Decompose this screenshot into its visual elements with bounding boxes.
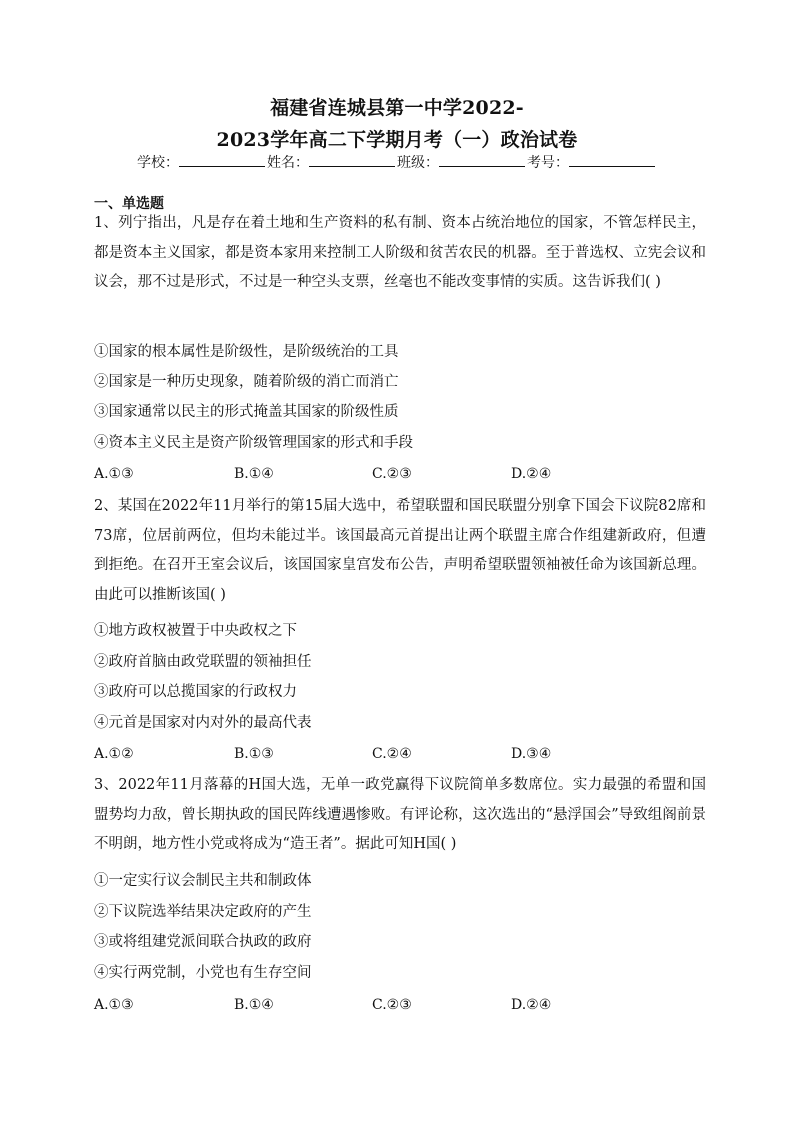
question-2-option-3: ③政府可以总揽国家的行政权力 — [94, 684, 297, 700]
question-3-option-2: ②下议院选举结果决定政府的产生 — [94, 904, 312, 920]
question-3-choice-b: B.①④ — [234, 997, 274, 1013]
exam-title-line2: 2023学年高二下学期月考（一）政治试卷 — [216, 129, 578, 151]
question-1-choice-a: A.①③ — [94, 466, 134, 482]
question-1-choice-c: C.②③ — [372, 466, 412, 482]
question-2-choice-b: B.①③ — [234, 746, 274, 762]
student-info-row — [0, 152, 794, 174]
question-3-option-4: ④实行两党制，小党也有生存空间 — [94, 965, 312, 981]
question-1-option-1: ①国家的根本属性是阶级性，是阶级统治的工具 — [94, 344, 399, 360]
question-1-option-3: ③国家通常以民主的形式掩盖其国家的阶级性质 — [94, 404, 399, 420]
question-3-option-3: ③或将组建党派间联合执政的政府 — [94, 934, 312, 950]
class-blank — [439, 152, 525, 167]
question-1-option-2: ②国家是一种历史现象，随着阶级的消亡而消亡 — [94, 374, 399, 390]
class-label: 班级： — [397, 155, 439, 171]
question-3-choice-a: A.①③ — [94, 997, 134, 1013]
name-blank — [309, 152, 395, 167]
school-label: 学校： — [137, 155, 179, 171]
question-1-choice-d: D.②④ — [511, 466, 552, 482]
question-2-option-2: ②政府首脑由政党联盟的领袖担任 — [94, 654, 312, 670]
question-3-stem: 3、2022年11月落幕的H国大选，无单一政党赢得下议院简单多数席位。实力最强的希盟和国盟势均力敌，曾长期执政的国民阵线遭遇惨败。有评论称，这次选出的“悬浮国会”导致组阁前景不明朗，地方性小党或将成为“造王者”。据此可知H国( ) — [94, 777, 706, 853]
question-2-choice-d: D.③④ — [511, 746, 552, 762]
question-2-stem: 2、某国在2022年11月举行的第15届大选中，希望联盟和国民联盟分别拿下国会下议院82席和73席，位居前两位，但均未能过半。该国最高元首提出让两个联盟主席合作组建新政府，但遭到拒绝。在召开王室会议后，该国国家皇宫发布公告，声明希望联盟领袖被任命为该国新总理。由此可以推断该国( ) — [94, 498, 706, 604]
section-title: 一、单选题 — [94, 196, 164, 212]
question-2-choice-c: C.②④ — [372, 746, 412, 762]
question-3-option-1: ①一定实行议会制民主共和制政体 — [94, 873, 312, 889]
question-2-option-1: ①地方政权被置于中央政权之下 — [94, 623, 297, 639]
question-3-choice-d: D.②④ — [511, 997, 552, 1013]
school-blank — [179, 152, 265, 167]
question-2-choice-a: A.①② — [94, 746, 134, 762]
question-3-choice-c: C.②③ — [372, 997, 412, 1013]
name-label: 姓名： — [267, 155, 309, 171]
question-1-choice-b: B.①④ — [234, 466, 274, 482]
question-1-stem: 1、列宁指出，凡是存在着土地和生产资料的私有制、资本占统治地位的国家，不管怎样民主，都是资本主义国家，都是资本家用来控制工人阶级和贫苦农民的机器。至于普选权、立宪会议和议会，那不过是形式，不过是一种空头支票，丝毫也不能改变事情的实质。这告诉我们( ) — [94, 215, 706, 291]
exam-number-blank — [569, 152, 655, 167]
question-1-option-4: ④资本主义民主是资产阶级管理国家的形式和手段 — [94, 435, 413, 451]
question-2-option-4: ④元首是国家对内对外的最高代表 — [94, 715, 312, 731]
exam-number-label: 考号： — [527, 155, 569, 171]
exam-title-line1: 福建省连城县第一中学2022- — [270, 97, 524, 119]
